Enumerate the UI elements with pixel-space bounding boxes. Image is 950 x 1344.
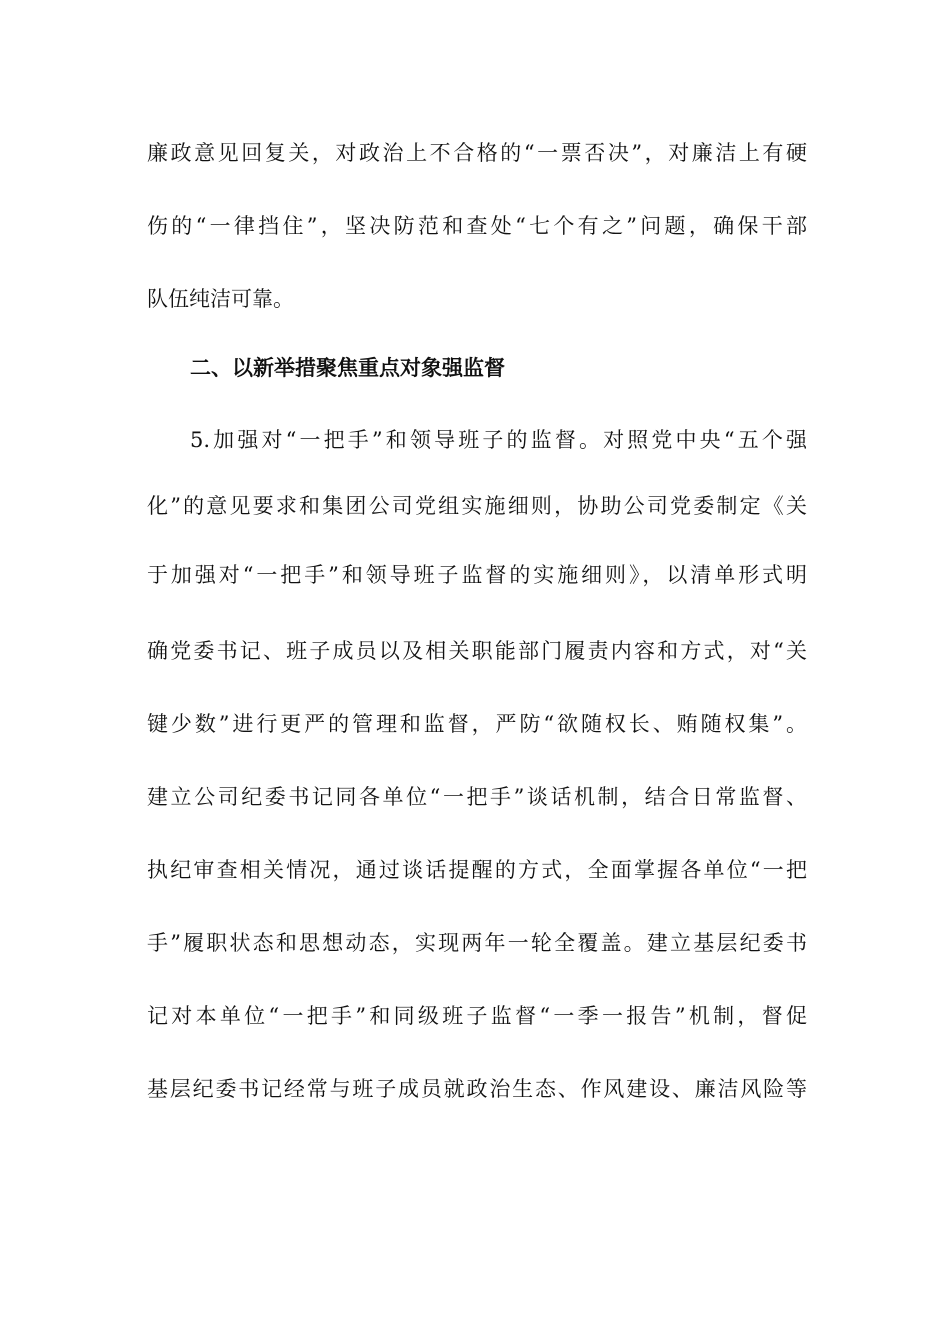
paragraph-2-line-2: 化”的意见要求和集团公司党组实施细则，协助公司党委制定《关 [147, 494, 807, 518]
paragraph-2-line-5: 键少数”进行更严的管理和监督，严防“欲随权长、贿随权集”。 [147, 712, 807, 736]
paragraph-1-line-1: 廉政意见回复关，对政治上不合格的“一票否决”，对廉洁上有硬 [147, 141, 807, 165]
paragraph-2-line-4: 确党委书记、班子成员以及相关职能部门履责内容和方式，对“关 [147, 639, 807, 663]
paragraph-2-line-10: 基层纪委书记经常与班子成员就政治生态、作风建设、廉洁风险等 [147, 1077, 807, 1101]
paragraph-2-line-9: 记对本单位“一把手”和同级班子监督“一季一报告”机制，督促 [147, 1004, 807, 1028]
paragraph-2-line-8: 手”履职状态和思想动态，实现两年一轮全覆盖。建立基层纪委书 [147, 931, 807, 955]
paragraph-2-line-1: 5.加强对“一把手”和领导班子的监督。对照党中央“五个强 [190, 428, 807, 452]
paragraph-2-line-7: 执纪审查相关情况，通过谈话提醒的方式，全面掌握各单位“一把 [147, 858, 807, 882]
paragraph-2-line-6: 建立公司纪委书记同各单位“一把手”谈话机制，结合日常监督、 [147, 785, 807, 809]
paragraph-2-line-3: 于加强对“一把手”和领导班子监督的实施细则》，以清单形式明 [147, 563, 807, 587]
section-heading: 二、以新举措聚焦重点对象强监督 [190, 356, 505, 380]
paragraph-1-line-2: 伤的“一律挡住”，坚决防范和查处“七个有之”问题，确保干部 [147, 214, 807, 238]
paragraph-1-line-3: 队伍纯洁可靠。 [147, 287, 294, 311]
